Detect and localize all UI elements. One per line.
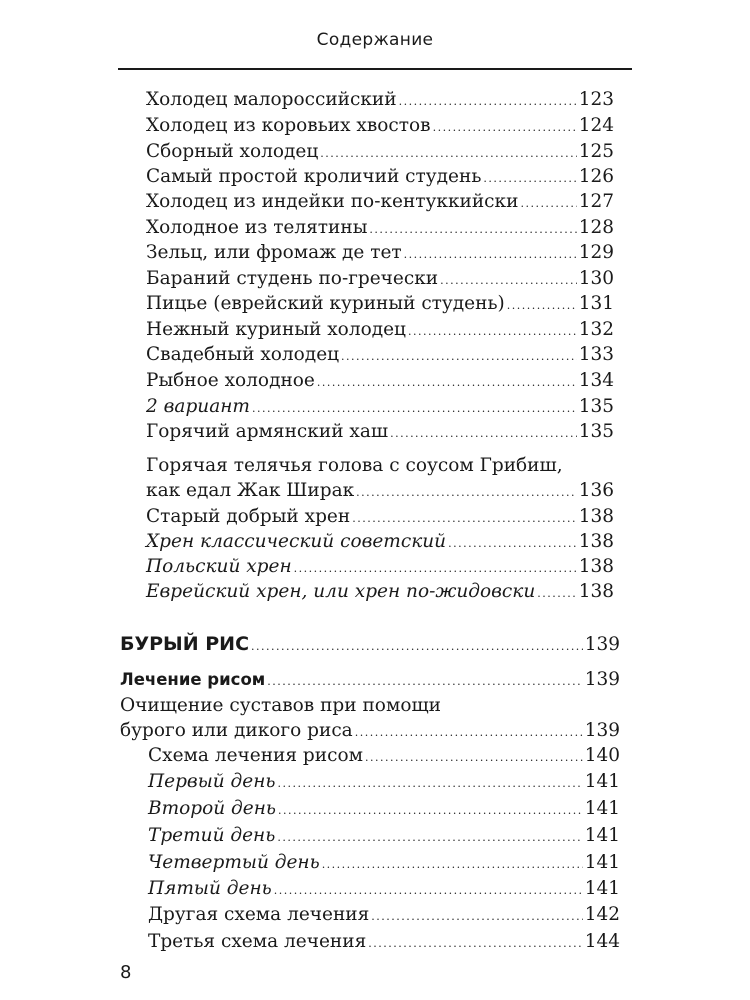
leader-dots [274, 879, 583, 903]
toc-entry-title: Зельц, или фромаж де тет [146, 242, 402, 263]
toc-entry-title: Рыбное холодное [146, 370, 315, 391]
toc-entry[interactable] [148, 744, 620, 768]
leader-dots [368, 932, 582, 956]
toc-entry[interactable] [146, 318, 614, 342]
leader-dots [390, 422, 577, 446]
toc-entry-page: 127 [578, 191, 614, 212]
toc-entry-page: 139 [584, 720, 620, 741]
toc-section[interactable] [120, 668, 620, 692]
toc-entry-page: 142 [584, 904, 620, 925]
toc-entry-page: 140 [584, 745, 620, 766]
toc-entry[interactable] [146, 369, 614, 393]
toc-entry-page: 138 [578, 581, 614, 602]
toc-entry-title-line1: Горячая телячья голова с соусом Грибиш, [146, 455, 563, 476]
leader-dots [507, 294, 577, 318]
toc-entry-page: 125 [578, 141, 614, 162]
toc-entry-page: 133 [578, 344, 614, 365]
toc-entry-title: Холодец малороссийский [146, 89, 397, 110]
leader-dots [251, 635, 583, 659]
toc-entry-page: 141 [584, 825, 620, 846]
toc-entry-page: 141 [584, 798, 620, 819]
toc-entry-title: Старый добрый хрен [146, 506, 351, 527]
toc-entry[interactable] [146, 555, 614, 579]
toc-entry[interactable] [146, 216, 614, 240]
toc-entry-page: 126 [578, 166, 614, 187]
toc-entry-page: 134 [578, 370, 614, 391]
toc-entry-page: 130 [578, 268, 614, 289]
toc-entry-title: Холодец из индейки по-кентуккийски [146, 191, 519, 212]
toc-entry[interactable] [146, 343, 614, 367]
toc-entry[interactable] [146, 88, 614, 112]
leader-dots [341, 345, 577, 369]
toc-entry[interactable] [120, 719, 620, 743]
toc-entry-title: Холодец из коровьих хвостов [146, 115, 431, 136]
toc-entry[interactable] [146, 395, 614, 419]
leader-dots [322, 853, 583, 877]
toc-entry[interactable] [146, 530, 614, 554]
toc-entry-page: 136 [578, 480, 614, 501]
toc-entry-title-line1: Очищение суставов при помощи [120, 695, 441, 716]
toc-entry-title: Третий день [148, 825, 276, 846]
toc-entry-title: Второй день [148, 798, 276, 819]
leader-dots [371, 905, 582, 929]
toc-entry-title: Горячий армянский хаш [146, 421, 389, 442]
leader-dots [356, 481, 577, 505]
toc-entry-page: 135 [578, 396, 614, 417]
leader-dots [448, 532, 577, 556]
leader-dots [483, 167, 576, 191]
toc-entry-page: 138 [578, 531, 614, 552]
toc-entry-title: Нежный куриный холодец [146, 319, 406, 340]
toc-entry-title: как едал Жак Ширак [146, 480, 355, 501]
leader-dots [399, 90, 577, 114]
toc-entry-page: 144 [584, 931, 620, 952]
toc-entry-title: Хрен классический советский [146, 531, 447, 552]
leader-dots [294, 557, 577, 581]
toc-entry-page: 138 [578, 556, 614, 577]
toc-entry[interactable] [146, 505, 614, 529]
toc-entry-title: Другая схема лечения [148, 904, 370, 925]
toc-entry-page: 123 [578, 89, 614, 110]
toc-entry-page: 141 [584, 771, 620, 792]
toc-entry-title: Пицье (еврейский куриный студень) [146, 293, 505, 314]
leader-dots [278, 772, 583, 796]
leader-dots [404, 243, 577, 267]
toc-chapter-title: БУРЫЙ РИС [120, 633, 250, 655]
leader-dots [537, 582, 576, 606]
leader-dots [355, 721, 583, 745]
toc-entry[interactable] [148, 824, 620, 848]
leader-dots [352, 507, 576, 531]
toc-entry-page: 138 [578, 506, 614, 527]
toc-entry[interactable] [148, 770, 620, 794]
toc-entry-title: Третья схема лечения [148, 931, 367, 952]
toc-entry-title: Бараний студень по-гречески [146, 268, 439, 289]
running-header: Содержание [316, 30, 434, 50]
toc-entry-title: Самый простой кроличий студень [146, 166, 482, 187]
page-number: 8 [120, 962, 132, 983]
toc-entry-page: 141 [584, 852, 620, 873]
leader-dots [317, 371, 577, 395]
toc-entry-page: 141 [584, 878, 620, 899]
toc-entry[interactable] [146, 165, 614, 189]
toc-entry-page: 124 [578, 115, 614, 136]
toc-entry[interactable] [146, 267, 614, 291]
toc-section-title: Лечение рисом [120, 670, 266, 689]
toc-entry-page: 129 [578, 242, 614, 263]
toc-entry-title: Пятый день [148, 878, 272, 899]
toc-entry[interactable] [146, 292, 614, 316]
toc-entry[interactable] [146, 420, 614, 444]
toc-entry[interactable] [146, 580, 614, 604]
toc-entry-page: 139 [584, 634, 620, 655]
leader-dots [520, 192, 576, 216]
toc-entry-page: 135 [578, 421, 614, 442]
leader-dots [278, 799, 583, 823]
leader-dots [277, 826, 582, 850]
toc-entry-title: бурого или дикого риса [120, 720, 353, 741]
toc-entry-title: Четвертый день [148, 852, 320, 873]
toc-entry-title: Сборный холодец [146, 141, 319, 162]
leader-dots [440, 269, 577, 293]
toc-entry[interactable] [146, 190, 614, 214]
toc-entry[interactable] [146, 241, 614, 265]
leader-dots [320, 142, 576, 166]
toc-entry-title: Первый день [148, 771, 276, 792]
toc-entry-page: 139 [584, 669, 620, 690]
toc-chapter[interactable] [120, 632, 620, 656]
leader-dots [369, 218, 576, 242]
toc-entry-page: 132 [578, 319, 614, 340]
toc-entry[interactable] [148, 851, 620, 875]
toc-entry-title: Польский хрен [146, 556, 292, 577]
toc-entry-title: Схема лечения рисом [148, 745, 363, 766]
toc-entry[interactable] [148, 903, 620, 927]
toc-entry[interactable] [146, 479, 614, 503]
toc-entry-page: 128 [578, 217, 614, 238]
toc-entry[interactable] [146, 114, 614, 138]
toc-entry[interactable] [146, 140, 614, 164]
leader-dots [408, 320, 577, 344]
toc-entry-title: Холодное из телятины [146, 217, 368, 238]
leader-dots [365, 746, 583, 770]
leader-dots [267, 670, 582, 694]
toc-entry[interactable] [148, 930, 620, 954]
toc-entry[interactable] [148, 797, 620, 821]
toc-entry[interactable] [148, 877, 620, 901]
leader-dots [252, 397, 577, 421]
toc-entry-title: Еврейский хрен, или хрен по-жидовски [146, 581, 536, 602]
toc-entry-title: 2 вариант [146, 396, 250, 417]
toc-entry-title: Свадебный холодец [146, 344, 340, 365]
leader-dots [433, 116, 577, 140]
toc-entry-page: 131 [578, 293, 614, 314]
